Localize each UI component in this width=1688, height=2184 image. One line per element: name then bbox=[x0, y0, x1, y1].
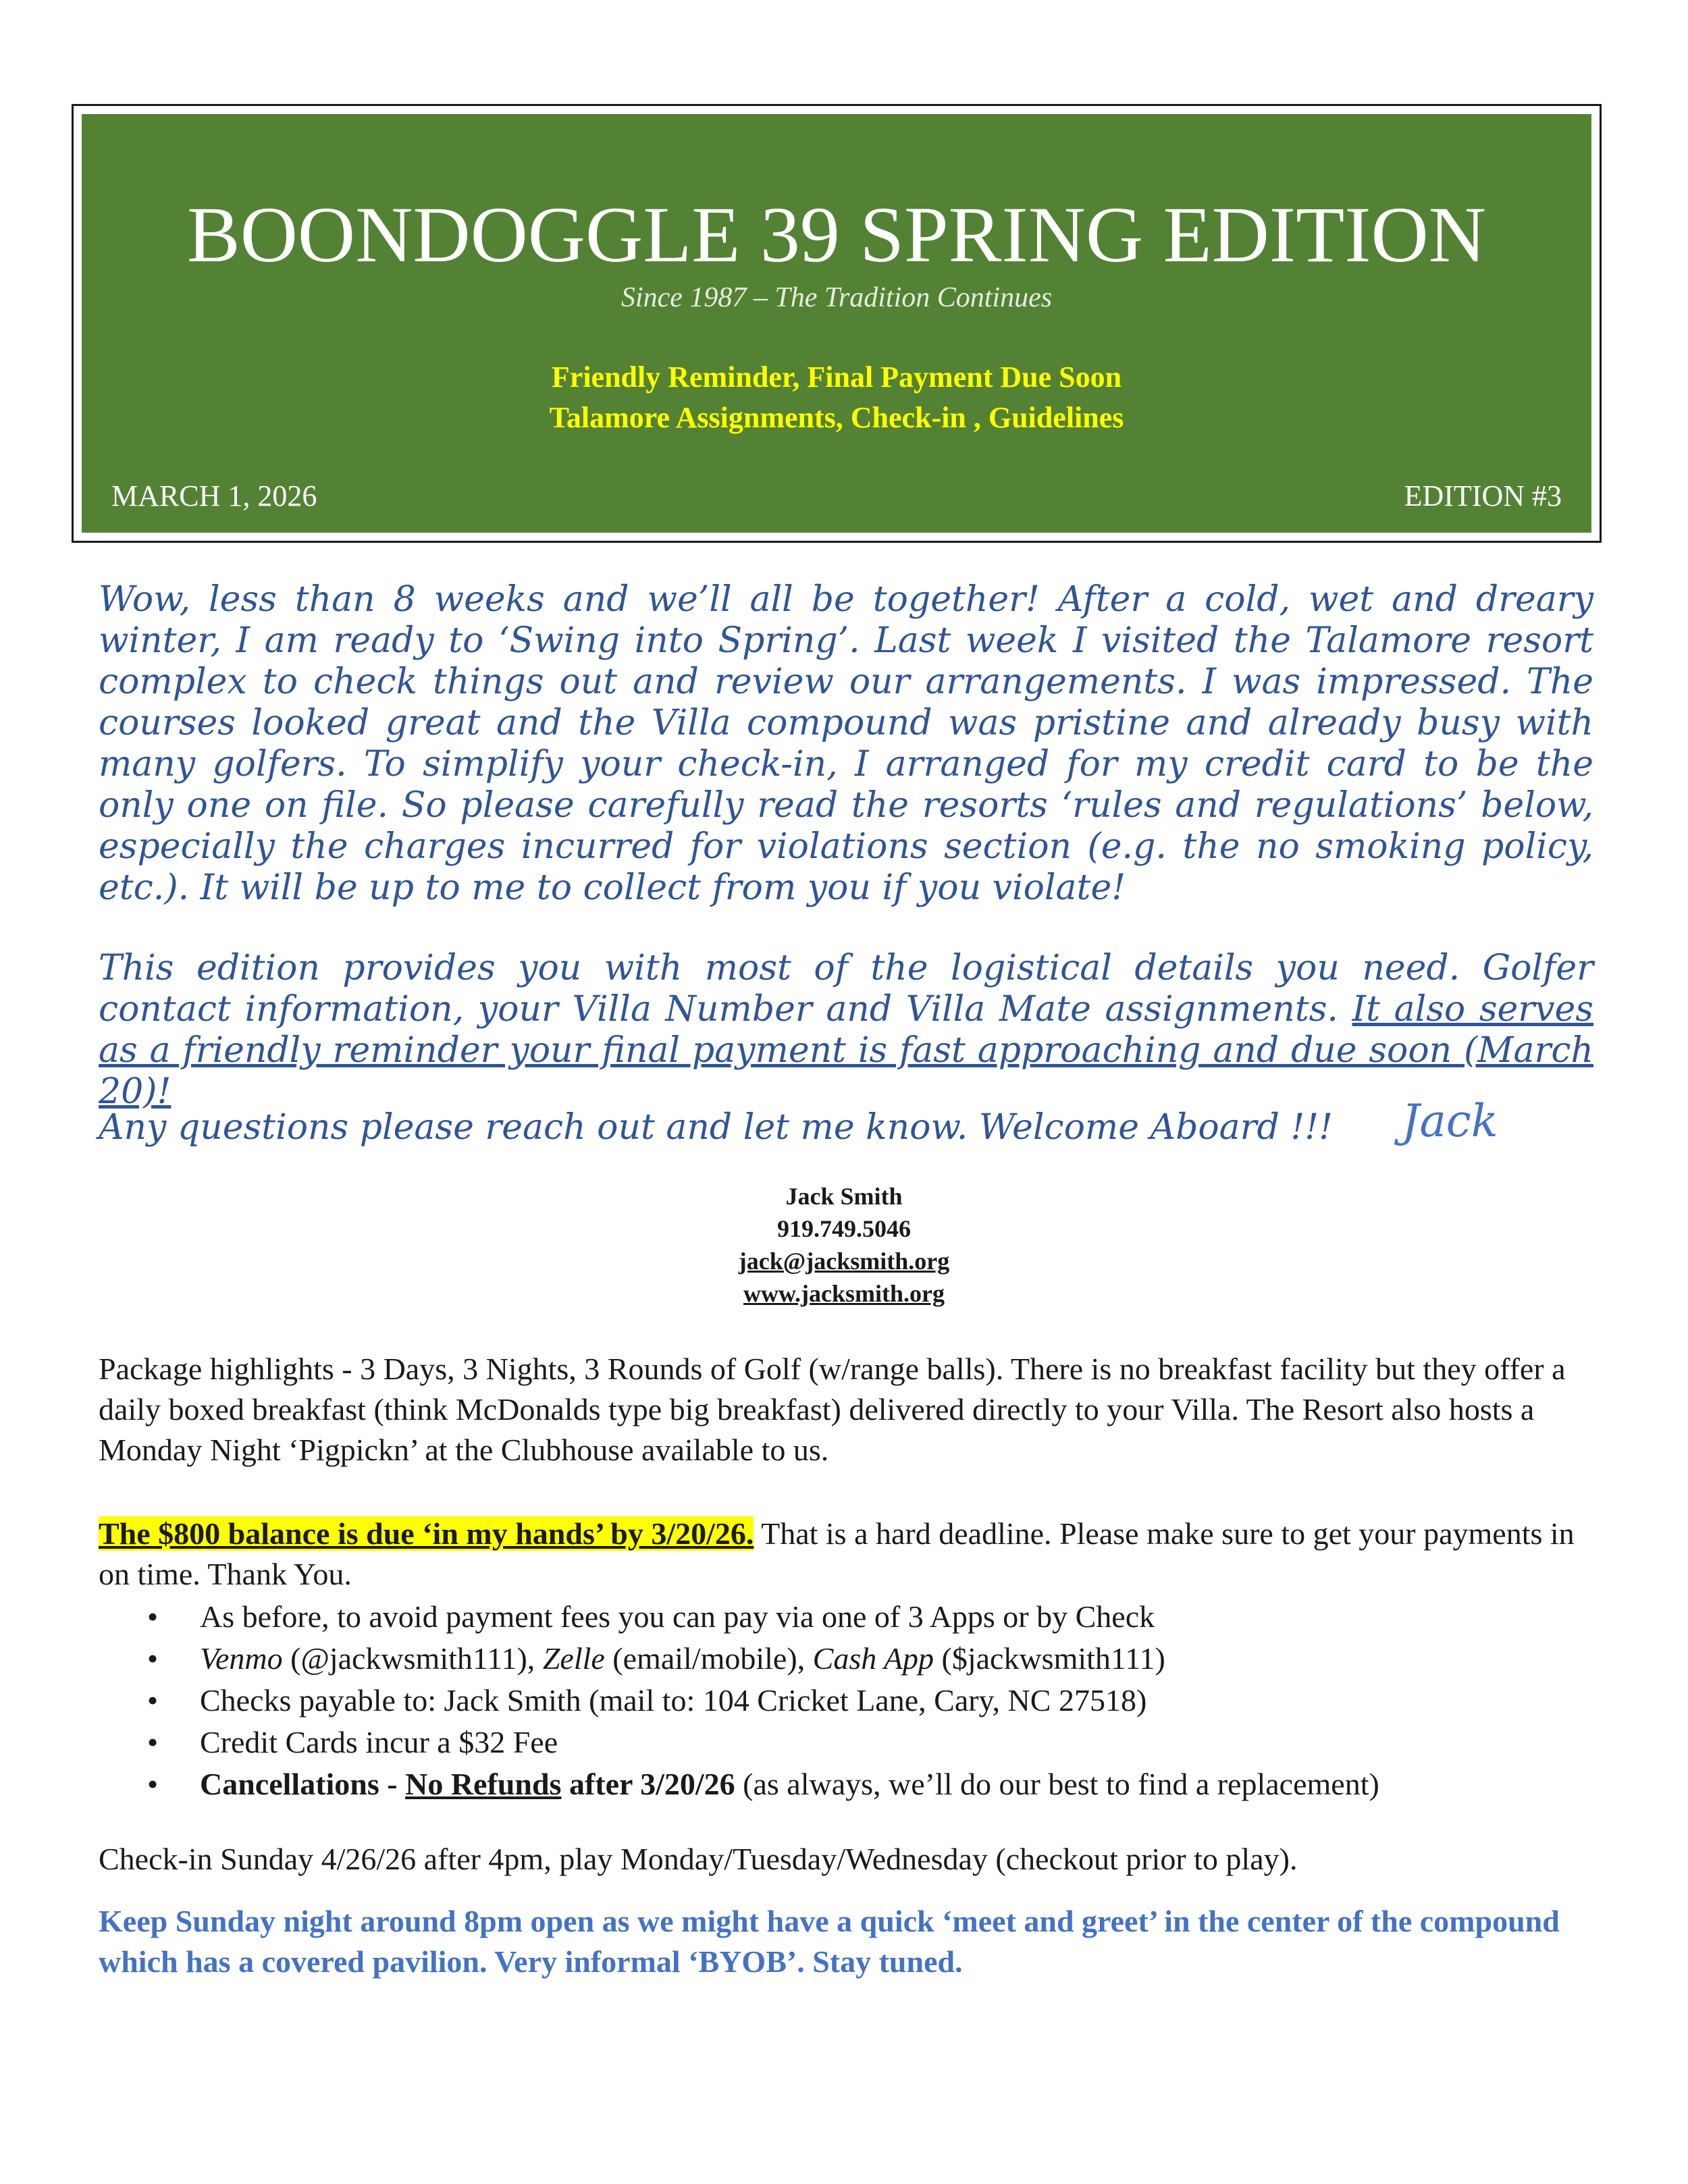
header-banner bbox=[82, 114, 1591, 533]
letter-paragraph-1: Wow, less than 8 weeks and we’ll all be together! After a cold, wet and dreary winter, I am ready to ‘Swing into Spring’. Last week I visited the Talamore resort complex to check things out and review our arrangements. I was impressed. The courses looked great and the Villa compound was pristine and already busy with many golfers. To simplify your check-in, I arranged for my credit card to be the only one on file. So please carefully read the resorts ‘rules and regulations’ below, especially the charges incurred for violations section (e.g. the no smoking policy, etc.). It will be up to me to collect from you if you violate! bbox=[99, 579, 1593, 908]
reminder-block bbox=[82, 357, 1591, 438]
bullet-icon: • bbox=[147, 1599, 159, 1634]
newsletter-tagline: Since 1987 – The Tradition Continues bbox=[621, 282, 1053, 313]
bullet-icon: • bbox=[147, 1767, 159, 1801]
contact-email-link[interactable]: jack@jacksmith.org bbox=[738, 1248, 950, 1275]
zelle-label: Zelle bbox=[542, 1641, 605, 1676]
list-item bbox=[99, 1680, 1593, 1722]
contact-phone: 919.749.5046 bbox=[777, 1215, 911, 1242]
list-item bbox=[99, 1596, 1593, 1638]
letter-paragraph-3: Any questions please reach out and let me know. Welcome Aboard !!! bbox=[99, 1107, 1334, 1148]
bullet-icon: • bbox=[147, 1725, 159, 1759]
package-highlights: Package highlights - 3 Days, 3 Nights, 3 Rounds of Golf (w/range balls). There is no breakfast facility but they offer a daily boxed breakfast (think McDonalds type big breakfast) delivered directly to your Villa. The Resort also hosts a Monday Night ‘Pigpickn’ at the Clubhouse available to us. bbox=[99, 1352, 1566, 1467]
bullet-icon: • bbox=[147, 1683, 159, 1717]
credit-card-fee-text: Credit Cards incur a $32 Fee bbox=[200, 1725, 558, 1759]
header-banner-frame bbox=[72, 104, 1602, 543]
payment-deadline bbox=[99, 1514, 1593, 1595]
newsletter-title: BOONDOGGLE 39 SPRING EDITION bbox=[187, 190, 1486, 279]
venmo-label: Venmo bbox=[200, 1641, 283, 1676]
cancellation-note: (as always, we’ll do our best to find a replacement) bbox=[735, 1767, 1379, 1801]
payment-reminder-underlined: It also serves as a friendly reminder your final payment is fast approaching and due soon (March 20)! bbox=[99, 989, 1593, 1112]
contact-block bbox=[0, 1180, 1688, 1310]
cancellation-date: after 3/20/26 bbox=[561, 1767, 735, 1801]
list-item bbox=[99, 1722, 1593, 1763]
venmo-handle: (@jackwsmith111), bbox=[282, 1641, 543, 1676]
letter-paragraph-2 bbox=[99, 948, 1593, 1113]
reminder-line-1: Friendly Reminder, Final Payment Due Soon bbox=[551, 361, 1122, 394]
reminder-line-2: Talamore Assignments, Check-in , Guidelines bbox=[549, 401, 1124, 434]
list-item bbox=[99, 1763, 1593, 1805]
zelle-detail: (email/mobile), bbox=[604, 1641, 813, 1676]
edition-number: EDITION #3 bbox=[1404, 479, 1562, 512]
bullet-icon: • bbox=[147, 1641, 159, 1676]
contact-website-link[interactable]: www.jacksmith.org bbox=[743, 1280, 945, 1307]
meet-and-greet-note: Keep Sunday night around 8pm open as we might have a quick ‘meet and greet’ in the center of the compound which has a covered pavilion. Very informal ‘BYOB’. Stay tuned. bbox=[99, 1904, 1560, 1979]
contact-name: Jack Smith bbox=[785, 1183, 903, 1210]
payment-options-list bbox=[99, 1596, 1593, 1805]
no-refunds-text: No Refunds bbox=[405, 1767, 562, 1801]
issue-date: MARCH 1, 2026 bbox=[111, 479, 317, 512]
cash-app-label: Cash App bbox=[812, 1641, 934, 1676]
list-item bbox=[99, 1638, 1593, 1680]
signature: Jack bbox=[1402, 1095, 1498, 1147]
letter-paragraph-2-text: This edition provides you with most of the logistical details you need. Golfer contact information, your Villa Number and Villa Mate assignments. bbox=[99, 948, 1593, 1030]
check-payable-text: Checks payable to: Jack Smith (mail to: 104 Cricket Lane, Cary, NC 27518) bbox=[200, 1683, 1147, 1717]
cancellations-label: Cancellations - bbox=[200, 1767, 406, 1801]
payment-deadline-highlight: The $800 balance is due ‘in my hands’ by 3/20/26. bbox=[99, 1516, 754, 1551]
payment-option-text: As before, to avoid payment fees you can pay via one of 3 Apps or by Check bbox=[200, 1599, 1155, 1634]
checkin-info: Check-in Sunday 4/26/26 after 4pm, play Monday/Tuesday/Wednesday (checkout prior to play). bbox=[99, 1842, 1298, 1876]
cash-app-handle: ($jackwsmith111) bbox=[934, 1641, 1165, 1676]
payment-deadline-rest: That is a hard deadline. Please make sure to get your payments in on time. Thank You. bbox=[99, 1516, 1575, 1591]
